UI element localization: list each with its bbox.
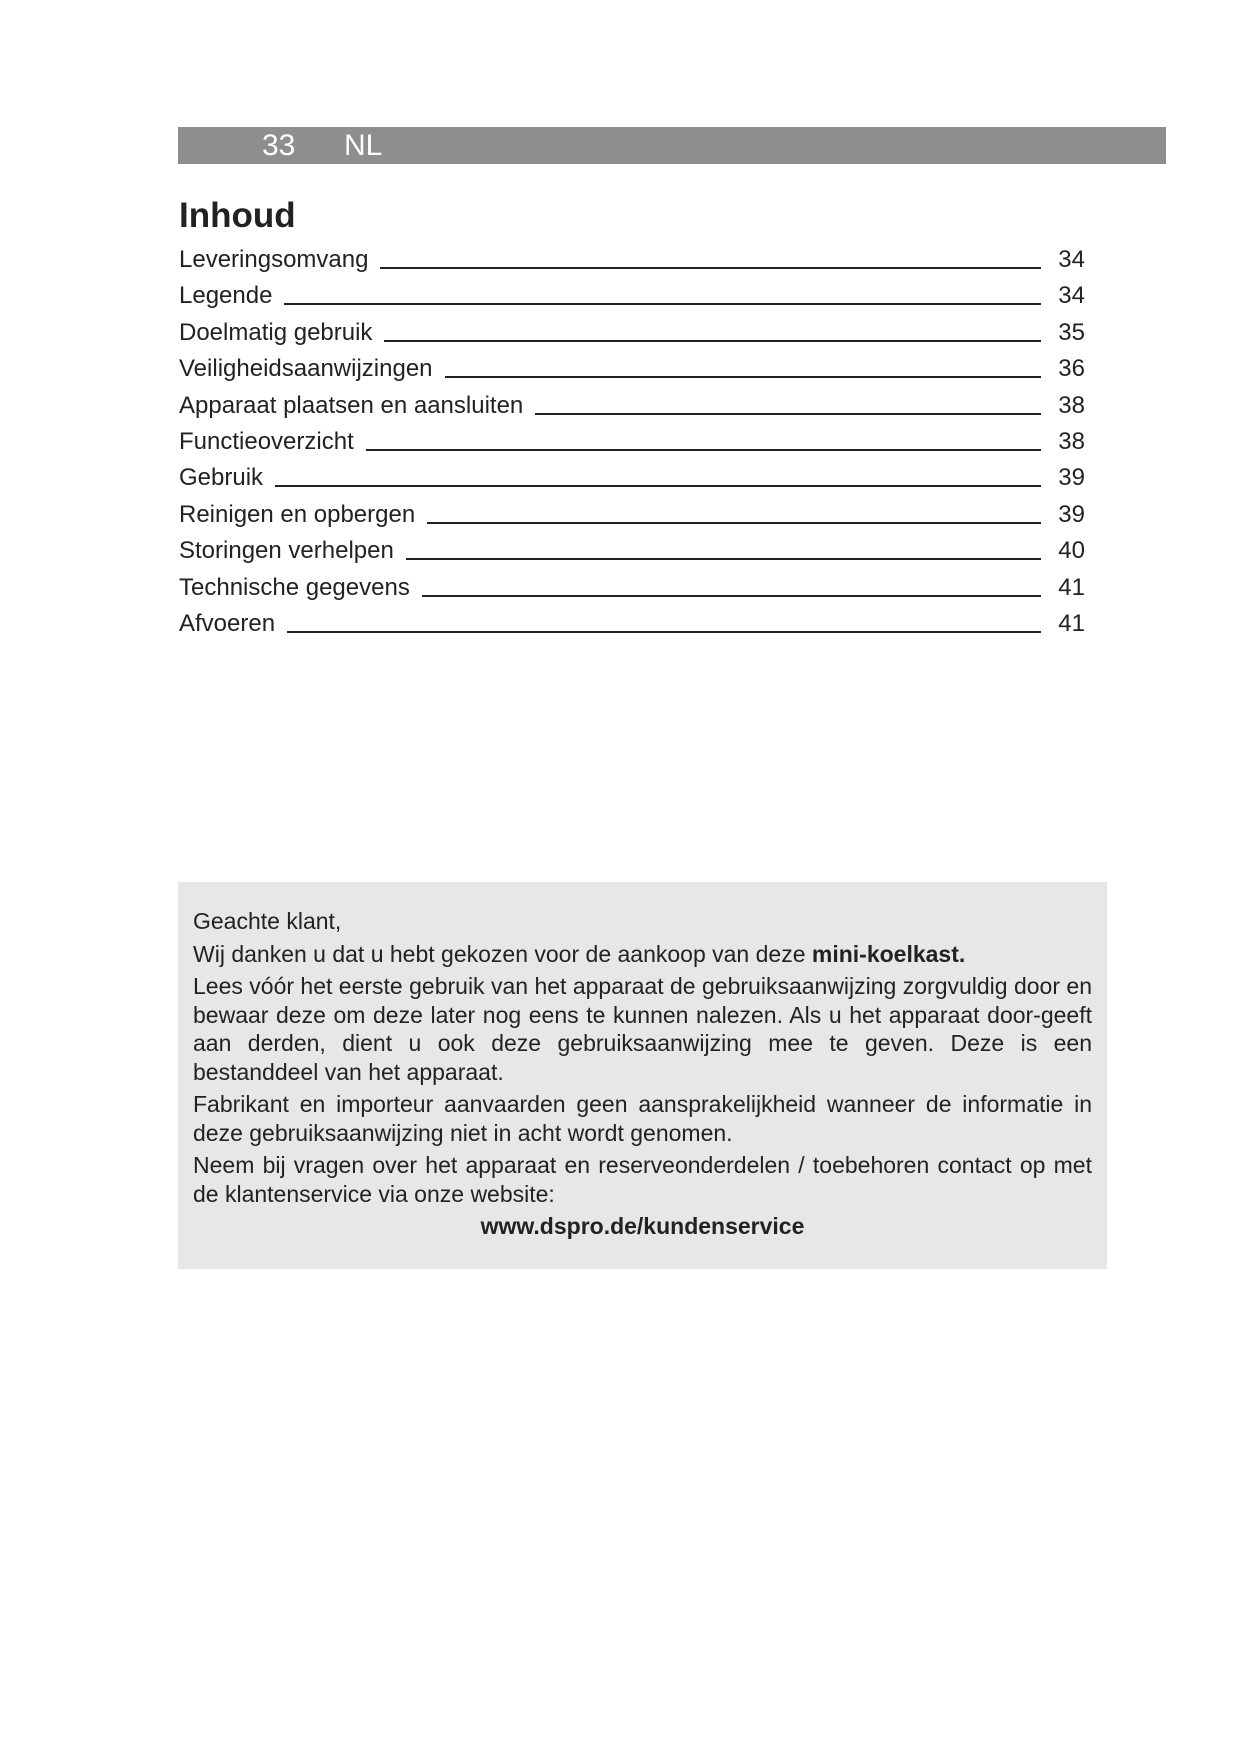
toc-entry-page: 35 bbox=[1058, 318, 1085, 346]
toc-title: Inhoud bbox=[179, 196, 296, 235]
customer-info-box bbox=[178, 882, 1107, 1269]
read-instructions-paragraph: Lees vóór het eerste gebruik van het apparaat de gebruiksaanwijzing zorgvuldig door en bewaar deze om deze later nog eens te kunnen nalezen. Als u het apparaat door-geeft aan derden, dient u ook deze gebruiksaanwijzing mee te geven. Deze is een bestanddeel van het apparaat. bbox=[193, 973, 1092, 1085]
toc-leader-line bbox=[287, 630, 1041, 633]
toc-entry-page: 39 bbox=[1058, 464, 1085, 492]
toc-entry-label: Storingen verhelpen bbox=[179, 537, 394, 565]
toc-entry bbox=[179, 246, 1085, 282]
toc-entry bbox=[179, 501, 1085, 537]
thanks-text bbox=[193, 940, 1092, 969]
toc-entry bbox=[179, 610, 1085, 646]
toc-entry-label: Veiligheidsaanwijzingen bbox=[179, 355, 433, 383]
toc-entry-page: 38 bbox=[1058, 391, 1085, 419]
toc-leader-line bbox=[284, 302, 1041, 305]
toc-entry-page: 36 bbox=[1058, 355, 1085, 383]
toc-entry bbox=[179, 428, 1085, 464]
toc-entry-page: 38 bbox=[1058, 427, 1085, 455]
toc-entry-page: 41 bbox=[1058, 573, 1085, 601]
page-header-bar bbox=[178, 127, 1166, 164]
page-number: 33 bbox=[262, 129, 296, 162]
toc-entry-page: 39 bbox=[1058, 500, 1085, 528]
toc-entry-label: Gebruik bbox=[179, 464, 264, 492]
toc-entry-label: Reinigen en opbergen bbox=[179, 500, 416, 528]
toc-leader-line bbox=[406, 557, 1041, 560]
toc-entry-page: 34 bbox=[1058, 246, 1085, 273]
toc-leader-line bbox=[380, 266, 1041, 269]
toc-entry-label: Technische gegevens bbox=[179, 573, 410, 601]
product-name: mini-koelkast. bbox=[811, 940, 966, 967]
toc-entry bbox=[179, 464, 1085, 500]
toc-entry bbox=[179, 392, 1085, 428]
toc-entry bbox=[179, 355, 1085, 391]
toc-leader-line bbox=[275, 484, 1041, 487]
toc-leader-line bbox=[384, 339, 1041, 342]
toc-leader-line bbox=[427, 521, 1041, 524]
toc-entry-label: Doelmatig gebruik bbox=[179, 318, 373, 346]
table-of-contents bbox=[179, 246, 1085, 646]
toc-entry-page: 41 bbox=[1058, 609, 1085, 637]
toc-leader-line bbox=[535, 412, 1041, 415]
toc-entry-label: Legende bbox=[179, 282, 273, 310]
toc-entry-page: 34 bbox=[1058, 282, 1085, 310]
toc-entry-label: Apparaat plaatsen en aansluiten bbox=[179, 391, 524, 419]
toc-entry-page: 40 bbox=[1058, 537, 1085, 565]
toc-entry-label: Functieoverzicht bbox=[179, 427, 354, 455]
toc-entry-label: Leveringsomvang bbox=[179, 246, 369, 273]
toc-entry-label: Afvoeren bbox=[179, 609, 276, 637]
toc-entry bbox=[179, 319, 1085, 355]
toc-leader-line bbox=[366, 448, 1041, 451]
thanks-prefix: Wij danken u dat u hebt gekozen voor de aankoop van deze bbox=[193, 940, 812, 967]
contact-paragraph: Neem bij vragen over het apparaat en reserveonderdelen / toebehoren contact op met de klantenservice via onze website: bbox=[193, 1152, 1092, 1207]
greeting-text: Geachte klant, bbox=[193, 908, 342, 934]
language-code: NL bbox=[344, 129, 383, 162]
toc-entry bbox=[179, 537, 1085, 573]
toc-leader-line bbox=[445, 375, 1041, 378]
toc-entry bbox=[179, 282, 1085, 318]
toc-entry bbox=[179, 574, 1085, 610]
toc-leader-line bbox=[422, 594, 1041, 597]
liability-paragraph: Fabrikant en importeur aanvaarden geen aansprakelijkheid wanneer de informatie in deze gebruiksaanwijzing niet in acht wordt genomen. bbox=[193, 1091, 1092, 1146]
service-website-url: www.dspro.de/kundenservice bbox=[480, 1213, 805, 1239]
